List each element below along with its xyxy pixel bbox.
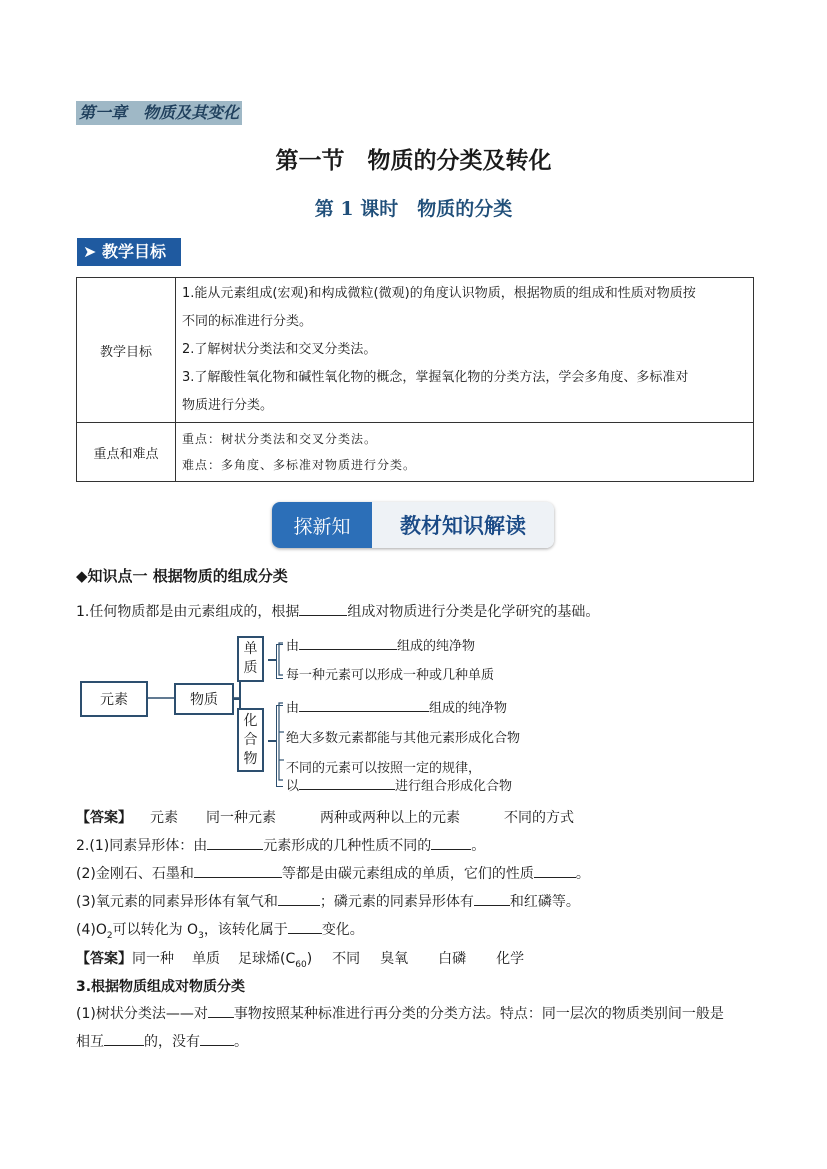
q-text: ，该转化属于	[203, 922, 288, 938]
key-points-row	[77, 423, 754, 482]
section-banner	[272, 502, 554, 548]
p-text: (1)树状分类法——对	[76, 1006, 208, 1022]
answer-item: 单质	[192, 951, 220, 967]
subscript: 60	[295, 959, 307, 970]
objectives-table	[76, 277, 754, 482]
subscript: 2	[106, 930, 113, 941]
compound-char: 化	[243, 713, 258, 729]
answer-blank	[278, 893, 320, 906]
c3b-before: 以	[286, 779, 300, 794]
c3b-after: 进行组合形成化合物	[395, 779, 513, 794]
p-text: 事物按照某种标准进行再分类的分类方法。特点：同一层次的物质类别间一般是	[233, 1006, 724, 1022]
knowledge-point-heading: ◆知识点一 根据物质的组成分类	[76, 567, 288, 585]
objective-line: 不同的标准进行分类。	[182, 314, 313, 329]
q-text: 。	[575, 866, 590, 882]
compound-note: 绝大多数元素都能与其他元素形成化合物	[286, 731, 521, 746]
simple-char: 质	[243, 660, 258, 676]
answer-1	[76, 807, 574, 827]
c1-before: 由	[286, 701, 300, 716]
question-2-3	[76, 891, 580, 911]
simple-note: 每一种元素可以形成一种或几种单质	[286, 668, 495, 683]
q-text: 。	[471, 838, 486, 854]
q-text: (2)金刚石、石墨和	[76, 866, 194, 882]
bracket-stem	[268, 659, 277, 661]
compound-char: 物	[243, 751, 258, 767]
simple-bracket	[276, 644, 283, 679]
answer-blank	[431, 837, 471, 850]
answer-item: 不同	[332, 951, 361, 967]
answer-item: 同一种	[132, 951, 174, 967]
simple-substance-box	[237, 636, 264, 682]
q-text: 和红磷等。	[509, 894, 580, 910]
answer-2	[76, 948, 524, 970]
question-2-1	[76, 835, 485, 855]
compound-def	[286, 697, 507, 716]
answer-item: 不同的方式	[504, 810, 574, 826]
q-text: (4)O	[76, 922, 107, 938]
substance-box: 物质	[174, 683, 234, 715]
subscript: 3	[198, 930, 204, 941]
objective-line: 3.了解酸性氧化物和碱性氧化物的概念，掌握氧化物的分类方法，学会多角度、多标准对	[182, 370, 689, 385]
c1-after: 组成的纯净物	[429, 701, 508, 716]
answer-blank	[474, 893, 510, 906]
banner-left: 探新知	[272, 502, 372, 548]
objective-line: 2.了解树状分类法和交叉分类法。	[182, 342, 377, 357]
banner-right: 教材知识解读	[372, 502, 554, 548]
q1-before: 1.任何物质都是由元素组成的，根据	[76, 604, 300, 620]
q-text: 可以转化为 O	[112, 922, 199, 938]
answer-blank	[194, 865, 282, 878]
compound-bracket	[276, 705, 283, 787]
answer-blank	[299, 603, 347, 616]
element-box: 元素	[80, 681, 148, 717]
q-text: 变化。	[321, 922, 364, 938]
answer-blank	[104, 1033, 144, 1046]
answer-text: )	[306, 951, 313, 967]
key-points-label: 重点和难点	[77, 423, 176, 482]
answer-item: 元素	[150, 810, 178, 826]
answer-item	[238, 951, 313, 970]
p-text: 。	[234, 1034, 248, 1050]
objective-line: 物质进行分类。	[182, 398, 274, 413]
question-2-2	[76, 863, 590, 883]
s1-after: 组成的纯净物	[397, 639, 476, 654]
answer-blank	[534, 865, 576, 878]
subsection-3-heading: 3.根据物质组成对物质分类	[76, 979, 246, 995]
answer-item: 同一种元素	[206, 810, 276, 826]
simple-def	[286, 635, 475, 654]
answer-text: 足球烯(C	[238, 951, 296, 967]
q-text: 元素形成的几种性质不同的	[263, 838, 432, 854]
answer-blank	[299, 637, 397, 650]
answer-item: 臭氧	[380, 951, 409, 967]
compound-char: 合	[243, 732, 258, 748]
difficulty-line: 难点：多角度、多标准对物质进行分类。	[182, 458, 417, 472]
objectives-badge: ➤ 教学目标	[77, 238, 181, 266]
answer-blank	[288, 921, 322, 934]
objectives-row-content	[176, 278, 754, 423]
simple-char: 单	[243, 641, 258, 657]
bracket-stem	[268, 740, 277, 742]
answer-blank	[207, 837, 263, 850]
question-1	[76, 601, 599, 621]
s1-before: 由	[286, 639, 300, 654]
answer-label: 【答案】	[76, 810, 132, 826]
answer-label: 【答案】	[76, 951, 132, 967]
paragraph-3-1	[76, 1003, 724, 1023]
compound-rule: 不同的元素可以按照一定的规律，	[286, 761, 482, 776]
q-text: 2.(1)同素异形体：由	[76, 838, 208, 854]
key-point-line: 重点：树状分类法和交叉分类法。	[182, 432, 378, 446]
answer-blank	[299, 777, 395, 790]
objectives-row-label: 教学目标	[77, 278, 176, 423]
q-text: ；磷元素的同素异形体有	[319, 894, 474, 910]
q-text: 等都是由碳元素组成的单质，它们的性质	[281, 866, 534, 882]
p-text: 的，没有	[144, 1034, 200, 1050]
q-text: (3)氧元素的同素异形体有氧气和	[76, 894, 278, 910]
key-points-content	[176, 423, 754, 482]
paragraph-3-2	[76, 1031, 248, 1051]
objective-line: 1.能从元素组成(宏观)和构成微粒(微观)的角度认识物质，根据物质的组成和性质对物质按	[182, 286, 696, 301]
answer-blank	[299, 699, 429, 712]
answer-item: 两种或两种以上的元素	[320, 810, 460, 826]
objectives-row	[77, 278, 754, 423]
answer-item: 化学	[496, 951, 525, 967]
chapter-label: 第一章 物质及其变化	[76, 101, 242, 125]
answer-blank	[200, 1033, 234, 1046]
question-2-4	[76, 919, 364, 941]
compound-rule-2	[286, 775, 512, 794]
answer-blank	[208, 1005, 234, 1018]
section-title: 第一节 物质的分类及转化	[275, 148, 552, 174]
q1-after: 组成对物质进行分类是化学研究的基础。	[347, 604, 600, 620]
p-text: 相互	[76, 1034, 104, 1050]
compound-box	[237, 708, 264, 772]
answer-item: 白磷	[438, 951, 467, 967]
lesson-title: 第 1 课时 物质的分类	[314, 198, 513, 220]
